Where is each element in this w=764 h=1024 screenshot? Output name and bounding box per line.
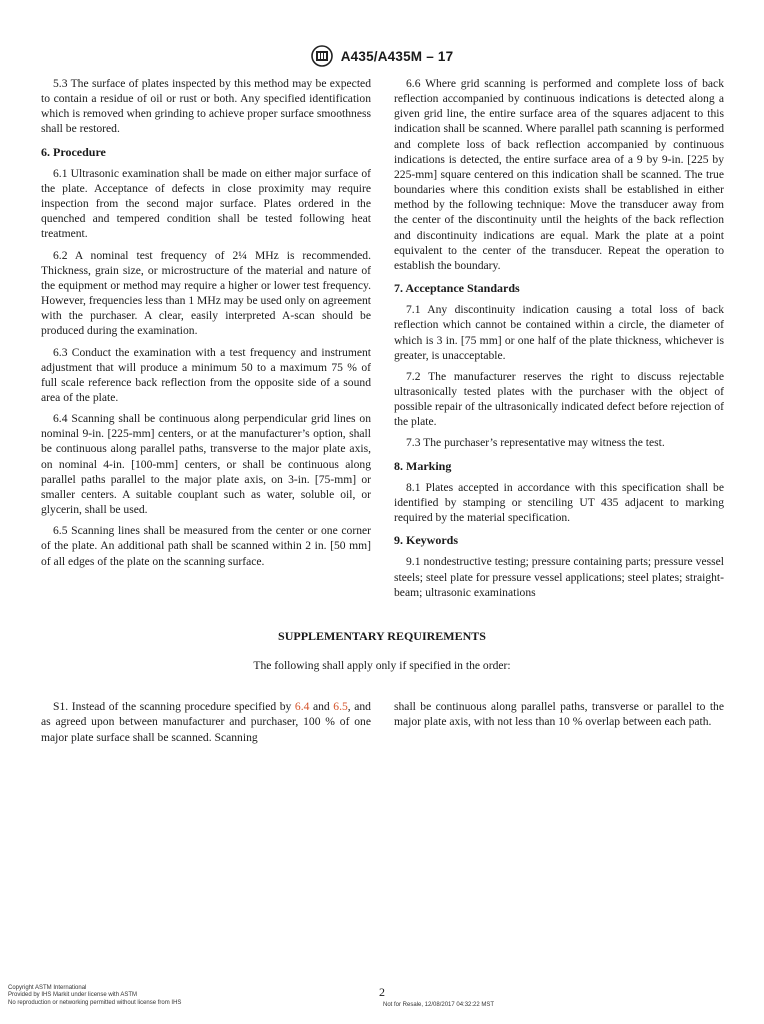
heading-acceptance-standards: 7. Acceptance Standards: [394, 281, 520, 296]
astm-logo-icon: [311, 44, 333, 68]
heading-keywords: 9. Keywords: [394, 533, 458, 548]
link-section-6-4[interactable]: 6.4: [294, 700, 310, 713]
paragraph-6-4: 6.4 Scanning shall be continuous along perpendicular grid lines on nominal 9-in. [225-mm] centers, or at the manufacturer’s option, shall be continuous along parallel paths, transverse to the major plate axis, on nominal 4-in. [100-mm] centers, or shall be continuous along parallel paths parallel to the major plate axis, on 3-in. [75-mm] or smaller centers. A suitable couplant such as water, soluble oil, or glycerin, shall be used.: [41, 412, 371, 517]
heading-marking: 8. Marking: [394, 458, 452, 473]
paragraph-5-3: 5.3 The surface of plates inspected by this method may be expected to contain a residue of oil or rust or both. Any specified identification which is removed when grinding to achieve proper surface smoothness shall be restored.: [41, 77, 371, 136]
paragraph-6-1: 6.1 Ultrasonic examination shall be made on either major surface of the plate. Acceptance of defects in close proximity may require inspection from the second major surface. Plates ordered in the quenched and tempered condition shall be tested following heat treatment.: [41, 166, 371, 241]
paragraph-s1-continued: shall be continuous along parallel paths, transverse or parallel to the major plate axis, with not less than 10 % overlap between each path.: [394, 700, 724, 729]
supplementary-title: SUPPLEMENTARY REQUIREMENTS: [278, 629, 486, 643]
s1-text-a: S1. Instead of the scanning procedure specified by: [53, 700, 295, 713]
page-header: [0, 44, 764, 68]
resale-notice: Not for Resale, 12/08/2017 04:32:22 MST: [383, 1002, 495, 1008]
paragraph-6-3: 6.3 Conduct the examination with a test frequency and instrument adjustment that will produce a minimum 50 to a maximum 75 % of full scale reference back reflection from the opposite side of a sound area of the plate.: [41, 345, 371, 404]
copyright-line-2: Provided by IHS Markit under license with ASTM: [8, 992, 138, 999]
right-column: [394, 76, 724, 606]
copyright-line-1: Copyright ASTM International: [8, 985, 87, 991]
paragraph-7-3: 7.3 The purchaser’s representative may witness the test.: [406, 436, 665, 450]
left-column: [41, 76, 371, 575]
paragraph-7-2: 7.2 The manufacturer reserves the right to discuss rejectable ultrasonically tested plates with the purchaser with the object of possible repair of the ultrasonically indicated defect before rejection of the plate.: [394, 369, 724, 429]
heading-procedure: 6. Procedure: [41, 144, 106, 159]
page-number: 2: [379, 985, 385, 999]
paragraph-8-1: 8.1 Plates accepted in accordance with this specification shall be identified by stamping or stenciling UT 435 adjacent to marking required by the material specification.: [394, 480, 724, 525]
link-section-6-5[interactable]: 6.5: [333, 700, 348, 713]
paragraph-7-1: 7.1 Any discontinuity indication causing a total loss of back reflection which cannot be contained within a circle, the diameter of which is 3 in. [75 mm] or one half of the plate thickness, whichever is greater, is unacceptable.: [394, 303, 724, 362]
s1-text-c: , and as agreed upon between manufacturer and purchaser, 100 % of one major plate surface shall be scanned. Scanning: [41, 700, 371, 744]
document-title: A435/A435M – 17: [340, 48, 454, 64]
supplementary-s1-continued: [394, 699, 724, 730]
paragraph-6-5: 6.5 Scanning lines shall be measured from the center or one corner of the plate. An additional path shall be scanned within 2 in. [50 mm] of all edges of the plate on the scanning surface.: [41, 524, 371, 568]
paragraph-6-6: 6.6 Where grid scanning is performed and complete loss of back reflection accompanied by continuous indications is detected along a given grid line, the entire surface area of the squares adjacent to this indication shall be scanned. Where parallel path scanning is performed and complete loss of back reflection accompanied by continuous indications is detected, the entire surface area of a 9 by 9-in. [225 by 225-mm] square centered on this indication shall be scanned. The true boundaries where this condition exists shall be established in either method by the following technique: Move the transducer away from the center of the discontinuity until the heights of the back reflection and discontinuity indications are equal. Mark the plate at a point equivalent to the center of the transducer. Repeat the operation to establish the boundary.: [394, 77, 724, 272]
paragraph-s1: [41, 699, 371, 745]
copyright-line-3: No reproduction or networking permitted without license from IHS: [8, 999, 182, 1006]
paragraph-6-2: 6.2 A nominal test frequency of 2¼ MHz is recommended. Thickness, grain size, or microstructure of the material and nature of the equipment or method may require a higher or lower test frequency. However, frequencies less than 1 MHz may be used only on agreement with the purchaser. A clear, easily interpreted A-scan should be produced during the examination.: [41, 248, 371, 338]
s1-text-b: and: [309, 700, 334, 713]
paragraph-9-1: 9.1 nondestructive testing; pressure containing parts; pressure vessel steels; steel plate for pressure vessel applications; steel plates; straight-beam; ultrasonic examinations: [394, 555, 724, 599]
supplementary-intro: The following shall apply only if specified in the order:: [253, 659, 511, 672]
supplementary-s1: [41, 699, 371, 745]
